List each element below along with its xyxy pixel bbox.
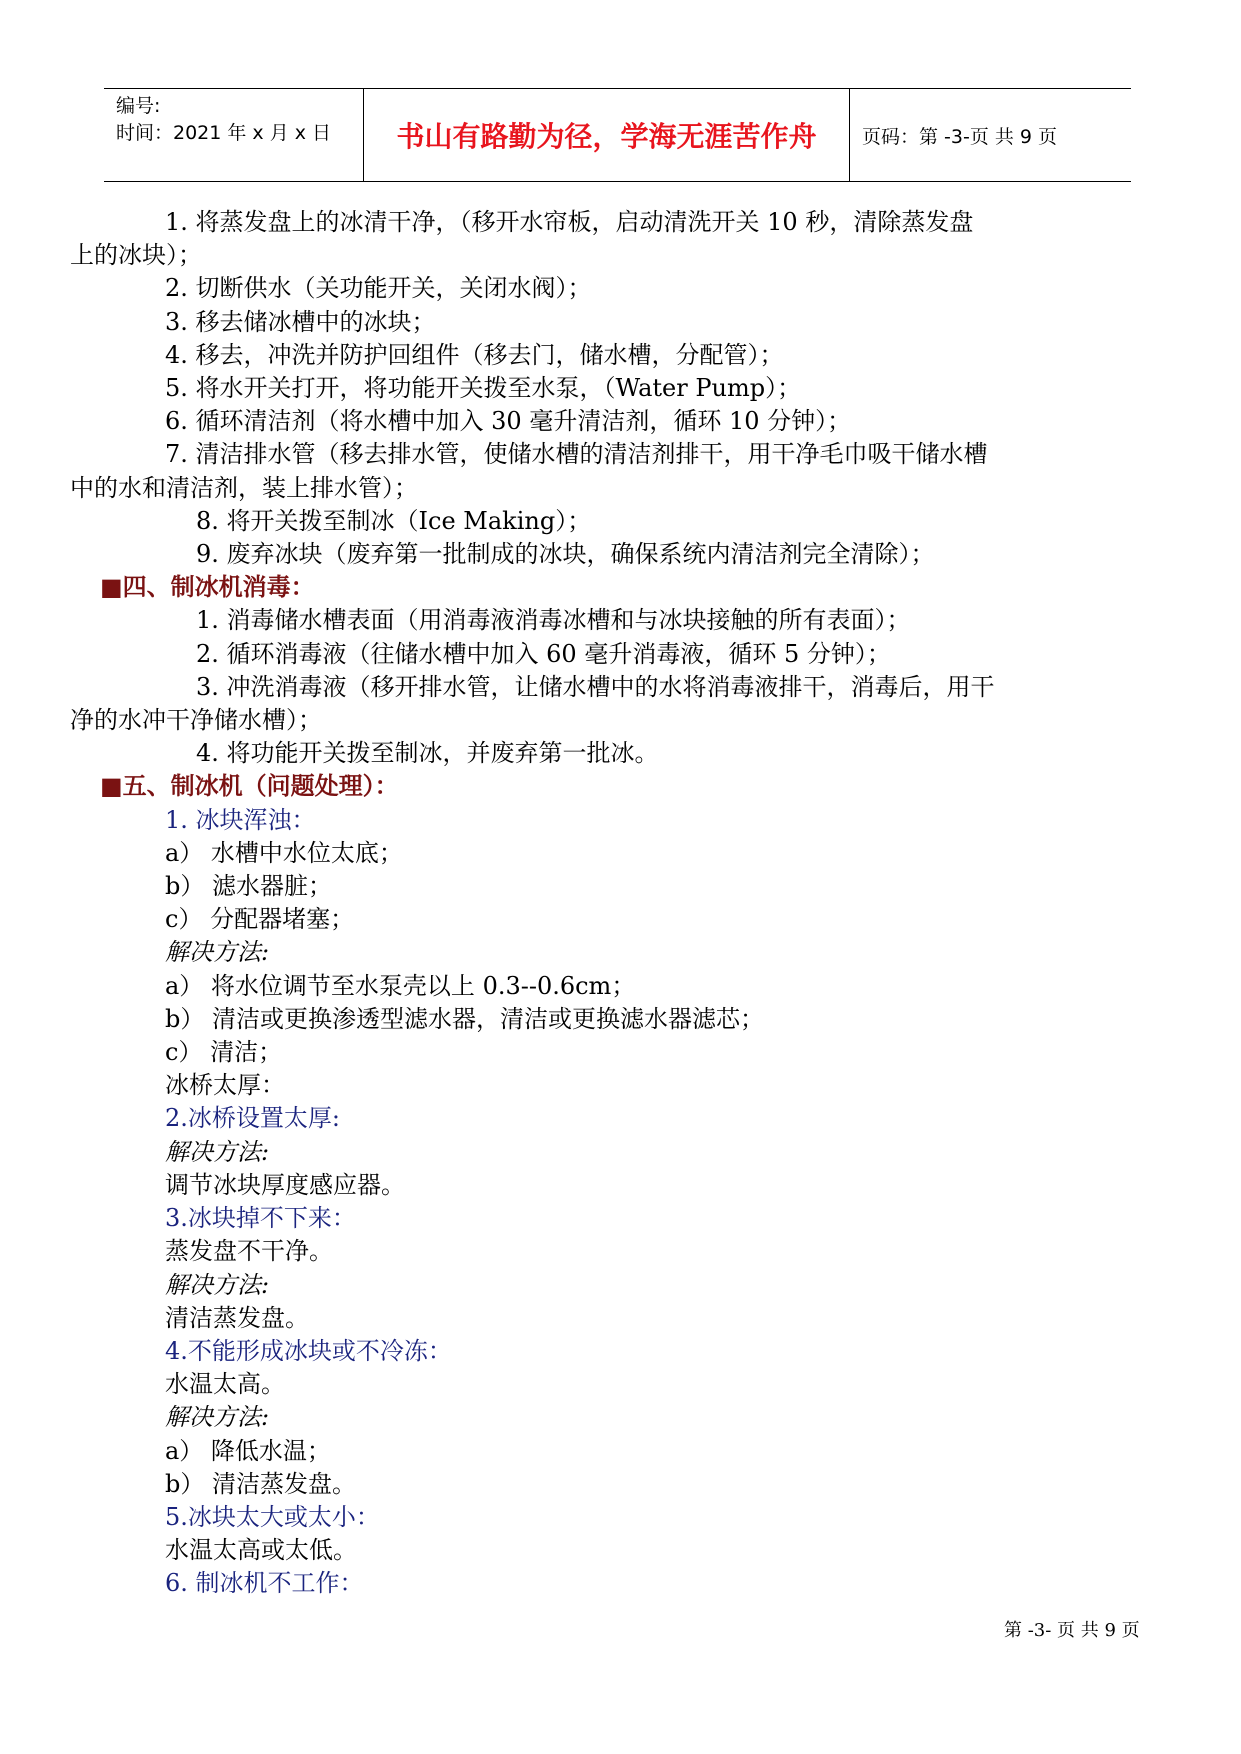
number-label: 编号: <box>116 95 161 117</box>
trouble-line: 1. 冰块浑浊： <box>165 805 316 834</box>
step-line: 8. 将开关拨至制冰（Ice Making）； <box>196 506 592 535</box>
trouble-line: b） 滤水器脏； <box>165 872 332 901</box>
page-footer: 第 -3- 页 共 9 页 <box>1004 1620 1140 1641</box>
trouble-line: 4.不能形成冰块或不冷冻： <box>165 1336 452 1365</box>
step-line: 2. 循环消毒液（往储水槽中加入 60 毫升消毒液，循环 5 分钟）； <box>196 639 891 668</box>
step-line: 7. 清洁排水管（移去排水管，使储水槽的清洁剂排干，用干净毛巾吸干储水槽 <box>165 440 988 469</box>
time-label: 时间：2021 年 x 月 x 日 <box>116 122 332 144</box>
step-line: 1. 将蒸发盘上的冰清干净，（移开水帘板，启动清洗开关 10 秒，清除蒸发盘 <box>165 208 974 236</box>
step-line: 4. 移去，冲洗并防护回组件（移去门，储水槽，分配管）； <box>165 340 784 369</box>
step-line: 1. 消毒储水槽表面（用消毒液消毒冰槽和与冰块接触的所有表面）； <box>196 606 911 635</box>
step-line: 9. 废弃冰块（废弃第一批制成的冰块，确保系统内清洁剂完全清除）； <box>196 540 935 569</box>
trouble-line: b） 清洁蒸发盘。 <box>165 1469 356 1498</box>
trouble-line: 6. 制冰机不工作： <box>165 1569 364 1598</box>
step-line: 3. 移去储冰槽中的冰块； <box>165 307 436 336</box>
section-5-title: ■五、制冰机（问题处理）： <box>100 772 399 801</box>
step-line-continued: 中的水和清洁剂，装上排水管）； <box>70 473 418 502</box>
trouble-line: 2.冰桥设置太厚: <box>165 1104 340 1133</box>
step-line: 5. 将水开关打开，将功能开关拨至水泵，（Water Pump）； <box>165 374 802 403</box>
step-line: 6. 循环清洁剂（将水槽中加入 30 毫升清洁剂，循环 10 分钟）； <box>165 407 852 436</box>
trouble-line: 冰桥太厚： <box>165 1071 285 1100</box>
trouble-line: a） 降低水温； <box>165 1436 331 1465</box>
section-4-title: ■四、制冰机消毒： <box>100 573 315 602</box>
trouble-line: 解决方法: <box>165 1137 270 1166</box>
trouble-line: c） 分配器堵塞； <box>165 905 355 934</box>
trouble-line: a） 将水位调节至水泵壳以上 0.3--0.6cm； <box>165 971 636 1000</box>
step-line-continued: 净的水冲干净储水槽）； <box>70 706 322 735</box>
trouble-line: 3.冰块掉不下来： <box>165 1204 356 1233</box>
trouble-line: 解决方法: <box>165 1403 270 1432</box>
document-body <box>70 206 1170 1601</box>
cleaning-steps-continued <box>70 505 1170 571</box>
trouble-line: 调节冰块厚度感应器。 <box>165 1170 405 1199</box>
disinfection-steps <box>70 604 1170 770</box>
header-motto: 书山有路勤为径，学海无涯苦作舟 <box>364 89 850 181</box>
step-line: 4. 将功能开关拨至制冰，并废弃第一批冰。 <box>196 739 659 768</box>
header-page-label: 页码：第 -3-页 共 9 页 <box>862 125 1058 148</box>
cleaning-steps <box>70 206 1170 505</box>
trouble-line: 水温太高。 <box>165 1370 285 1399</box>
trouble-line: 蒸发盘不干净。 <box>165 1237 333 1266</box>
step-line: 2. 切断供水（关功能开关，关闭水阀）； <box>165 274 592 303</box>
trouble-line: b） 清洁或更换渗透型滤水器，清洁或更换滤水器滤芯； <box>165 1004 764 1033</box>
trouble-line: c） 清洁； <box>165 1038 283 1067</box>
step-line: 3. 冲洗消毒液（移开排水管，让储水槽中的水将消毒液排干，消毒后，用干 <box>196 672 995 701</box>
trouble-line: 清洁蒸发盘。 <box>165 1303 309 1332</box>
step-line-continued: 上的冰块）； <box>70 241 202 270</box>
troubleshooting-list <box>70 804 1170 1601</box>
trouble-line: 5.冰块太大或太小： <box>165 1502 380 1531</box>
trouble-line: 水温太高或太低。 <box>165 1536 357 1565</box>
trouble-line: 解决方法: <box>165 938 270 967</box>
trouble-line: a） 水槽中水位太底； <box>165 838 403 867</box>
trouble-line: 解决方法: <box>165 1270 270 1299</box>
page-header <box>104 88 1131 182</box>
header-meta <box>104 89 364 181</box>
